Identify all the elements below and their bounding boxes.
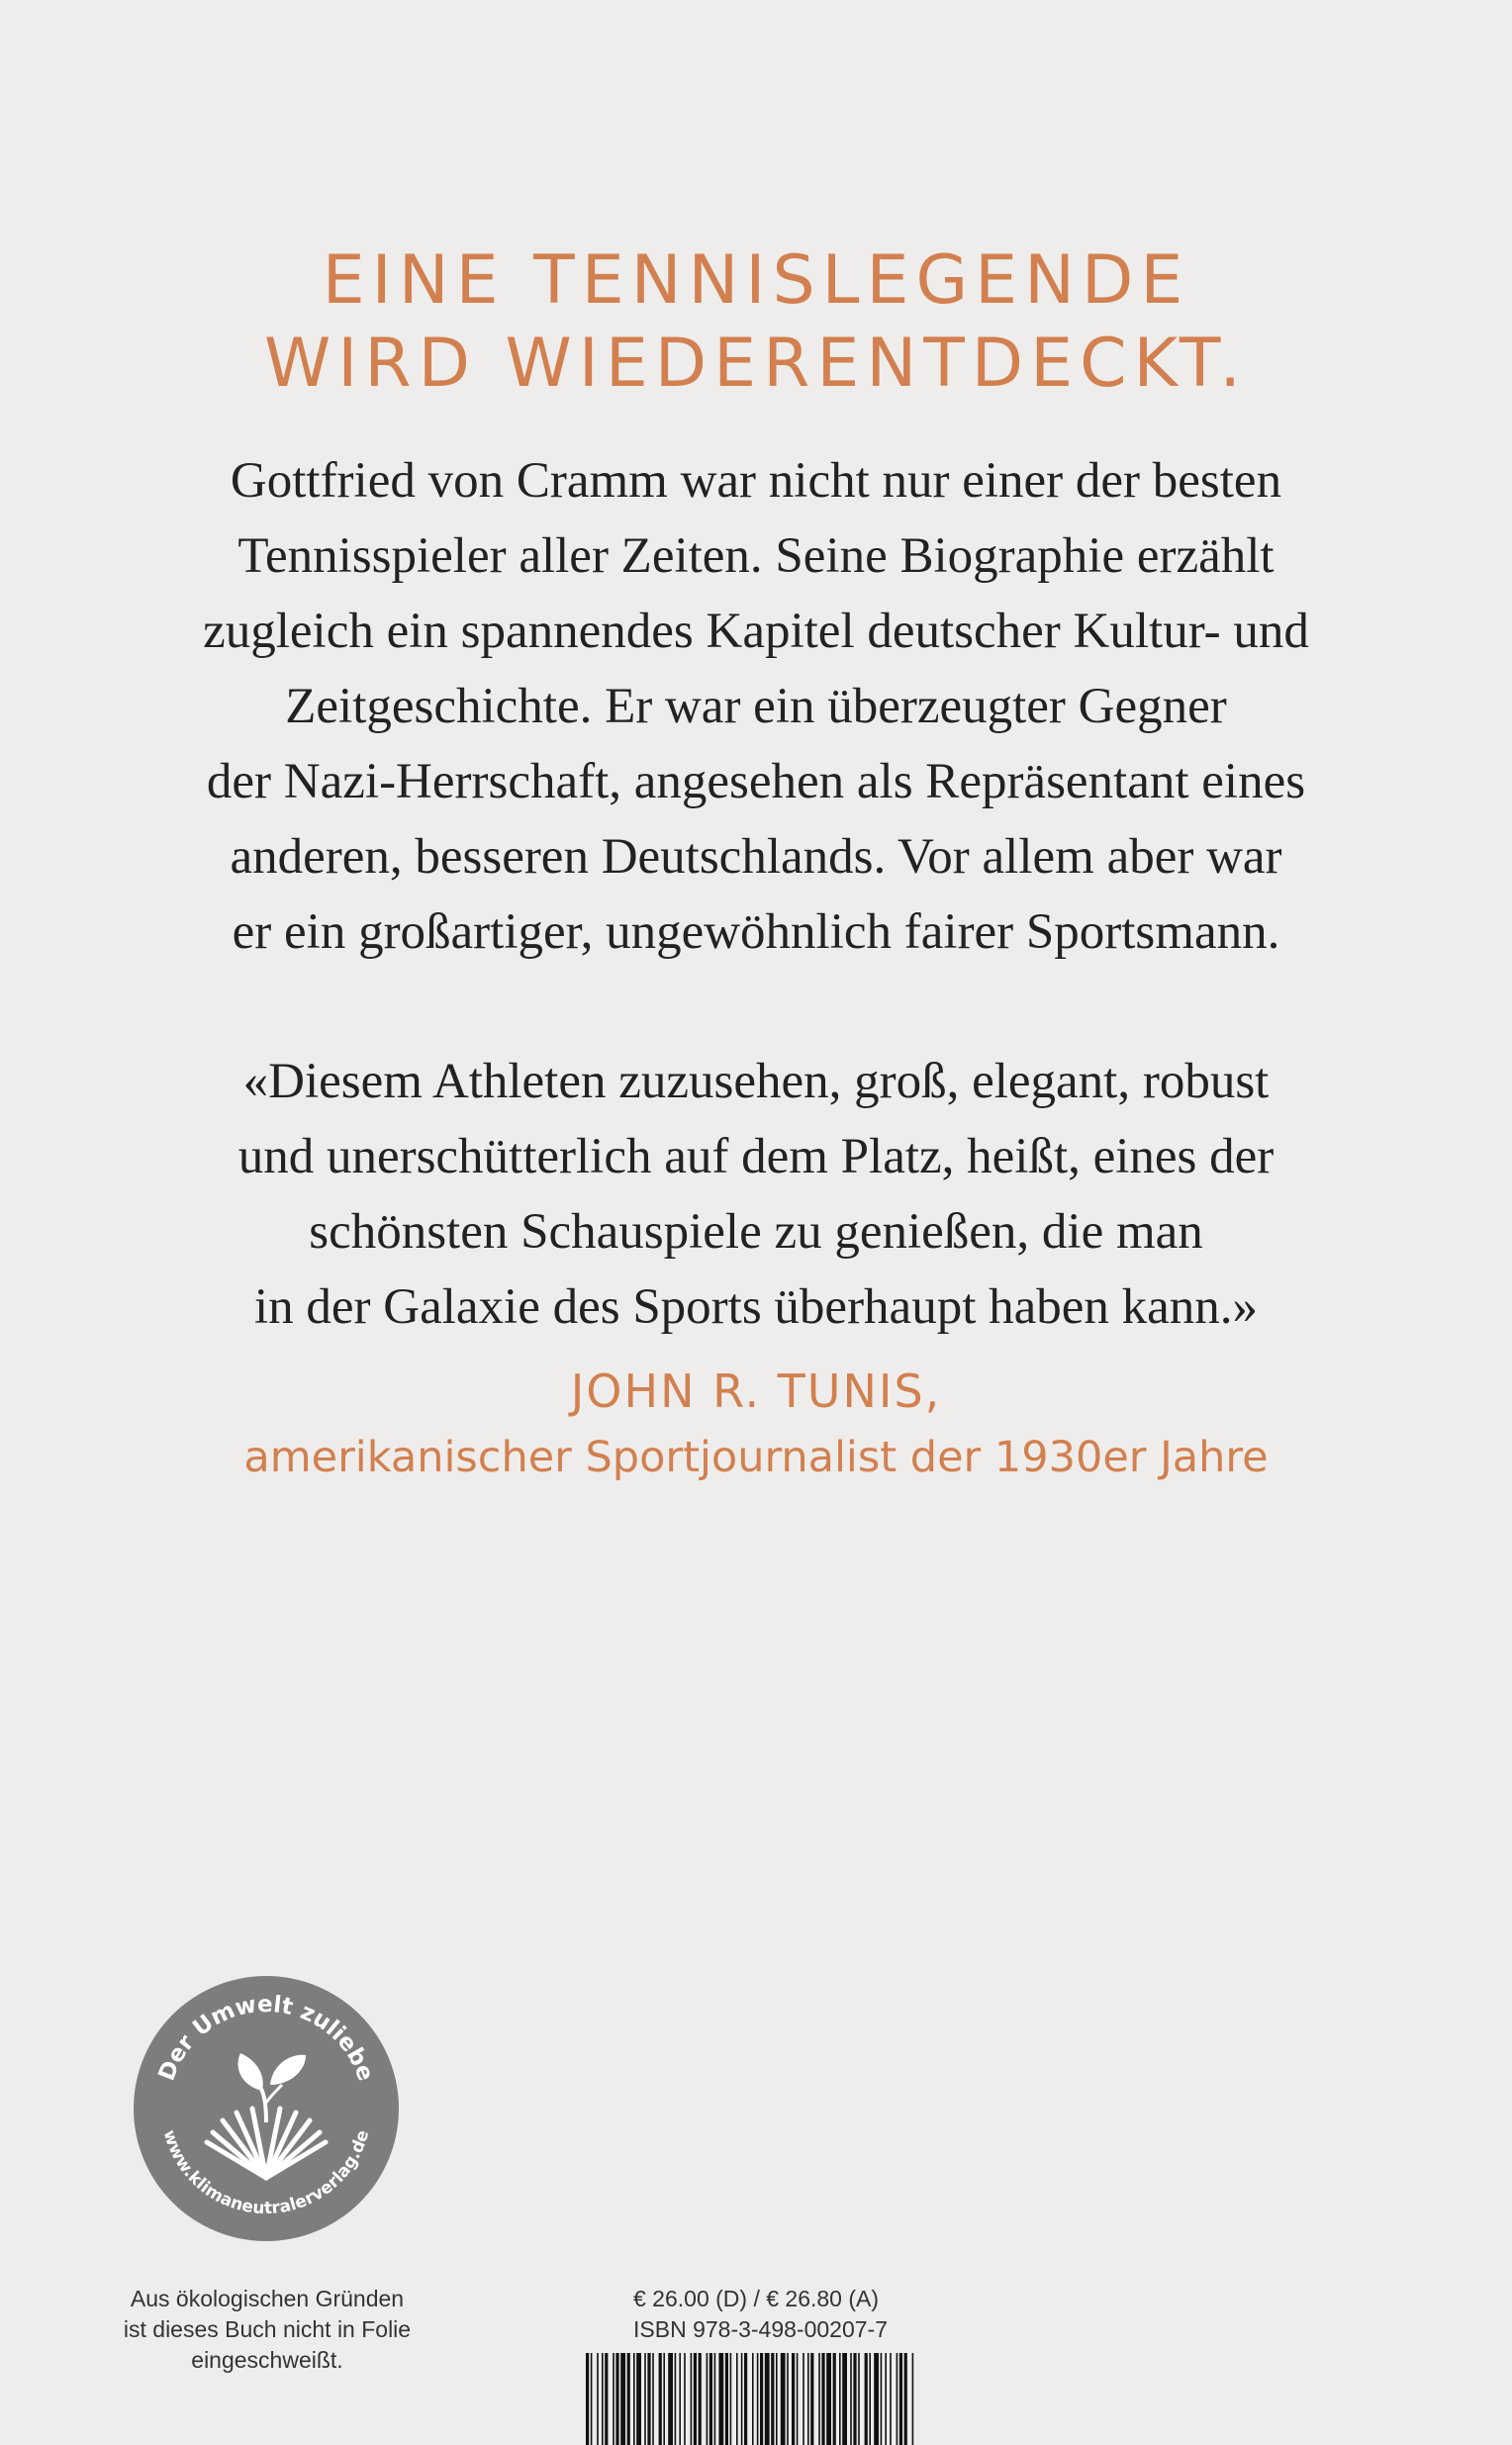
quote-attribution [0, 1358, 1512, 1490]
barcode-bar [818, 2353, 820, 2445]
barcode-icon [582, 2353, 918, 2445]
seal-caption-line: eingeschweißt. [191, 2347, 343, 2373]
barcode-bar [810, 2353, 813, 2445]
barcode-bar [718, 2353, 723, 2445]
barcode-bar [757, 2353, 759, 2445]
barcode-bar [694, 2353, 697, 2445]
barcode-bar [620, 2353, 625, 2445]
seal-bottom-text: www.klimaneutralerverlag.de [158, 2127, 374, 2219]
barcode-bar [652, 2353, 654, 2445]
barcode-bar [675, 2353, 677, 2445]
headline [0, 239, 1512, 406]
barcode-bar [842, 2353, 847, 2445]
barcode-bar [776, 2353, 778, 2445]
barcode-bar [602, 2353, 604, 2445]
blurb-line: Tennisspieler aller Zeiten. Seine Biographie erzählt [237, 528, 1275, 584]
price-block [633, 2284, 888, 2345]
barcode-bar [771, 2353, 774, 2445]
barcode-bar [797, 2353, 799, 2445]
barcode-bar [792, 2353, 795, 2445]
quote-line: in der Galaxie des Sports überhaupt haben kann.» [253, 1279, 1259, 1335]
barcode-bar [736, 2353, 738, 2445]
barcode-bar [912, 2353, 914, 2445]
barcode-bar [725, 2353, 728, 2445]
quote-paragraph [0, 1044, 1512, 1345]
barcode-bar [586, 2353, 589, 2445]
barcode-bar [781, 2353, 786, 2445]
barcode-bar [874, 2353, 879, 2445]
barcode-bar [897, 2353, 898, 2445]
blurb-line: Gottfried von Cramm war nicht nur einer der besten [230, 453, 1282, 509]
seal-caption [89, 2284, 445, 2376]
barcode-bar [850, 2353, 852, 2445]
seal-top-text: Der Umwelt zuliebe [153, 1991, 379, 2085]
barcode-bar [826, 2353, 831, 2445]
isbn: ISBN 978-3-498-00207-7 [633, 2316, 888, 2342]
seal-caption-line: ist dieses Buch nicht in Folie [123, 2316, 412, 2342]
barcode-bar [659, 2353, 662, 2445]
barcode-bar [636, 2353, 641, 2445]
headline-line: WIRD WIEDERENTDECKT. [264, 324, 1248, 403]
barcode-bar [597, 2353, 599, 2445]
barcode-bar [890, 2353, 892, 2445]
price: € 26.00 (D) / € 26.80 (A) [633, 2286, 880, 2311]
blurb-line: Zeitgeschichte. Er war ein überzeugter Gegner [285, 679, 1227, 734]
blurb-line: der Nazi-Herrschaft, angesehen als Repräsentant eines [206, 754, 1306, 809]
barcode-bar [853, 2353, 856, 2445]
attribution-name: JOHN R. TUNIS, [570, 1364, 942, 1418]
barcode-bar [668, 2353, 673, 2445]
barcode-bar [869, 2353, 871, 2445]
barcode-bar [881, 2353, 883, 2445]
seal-caption-line: Aus ökologischen Gründen [130, 2286, 405, 2311]
attribution-role: amerikanischer Sportjournalist der 1930er Jahre [243, 1433, 1269, 1482]
barcode-bar [821, 2353, 824, 2445]
quote-line: «Diesem Athleten zuzusehen, groß, elegant, robust [242, 1054, 1270, 1109]
barcode-bar [839, 2353, 841, 2445]
barcode-bar [605, 2353, 608, 2445]
barcode-bar [627, 2353, 630, 2445]
barcode-bar [615, 2353, 618, 2445]
blurb-paragraph [0, 443, 1512, 970]
barcode-bar [633, 2353, 635, 2445]
barcode-bar [744, 2353, 747, 2445]
headline-line: EINE TENNISLEGENDE [322, 240, 1190, 320]
barcode-bar [858, 2353, 860, 2445]
barcode-bar [684, 2353, 686, 2445]
barcode-bar [730, 2353, 732, 2445]
barcode-bar [709, 2353, 712, 2445]
barcode-bar [613, 2353, 614, 2445]
barcode-bar [833, 2353, 836, 2445]
barcode-bar [714, 2353, 716, 2445]
barcode-bar [803, 2353, 804, 2445]
barcode-bar [885, 2353, 887, 2445]
barcode-bar [647, 2353, 650, 2445]
barcode-bar [752, 2353, 754, 2445]
barcode-bar [787, 2353, 789, 2445]
quote-line: und unerschütterlich auf dem Platz, heißt, eines der [237, 1129, 1275, 1184]
barcode-bar [663, 2353, 665, 2445]
barcode-bar [865, 2353, 868, 2445]
barcode-bar [707, 2353, 709, 2445]
barcode-bar [760, 2353, 763, 2445]
barcode-bar [899, 2353, 902, 2445]
barcode-bar [765, 2353, 770, 2445]
barcode-bar [807, 2353, 809, 2445]
barcode-bar [741, 2353, 743, 2445]
blurb-line: zugleich ein spannendes Kapitel deutscher Kultur- und [203, 604, 1309, 659]
quote-line: schönsten Schauspiele zu genießen, die man [309, 1204, 1203, 1260]
barcode-bar [691, 2353, 693, 2445]
blurb-line: er ein großartiger, ungewöhnlich fairer Sportsmann. [232, 904, 1280, 960]
barcode-bar [679, 2353, 681, 2445]
barcode-bar [591, 2353, 593, 2445]
environment-seal-icon [132, 1974, 401, 2243]
barcode-bar [904, 2353, 907, 2445]
blurb-line: anderen, besseren Deutschlands. Vor allem aber war [230, 829, 1282, 885]
barcode-bar [699, 2353, 702, 2445]
barcode-bar [644, 2353, 646, 2445]
